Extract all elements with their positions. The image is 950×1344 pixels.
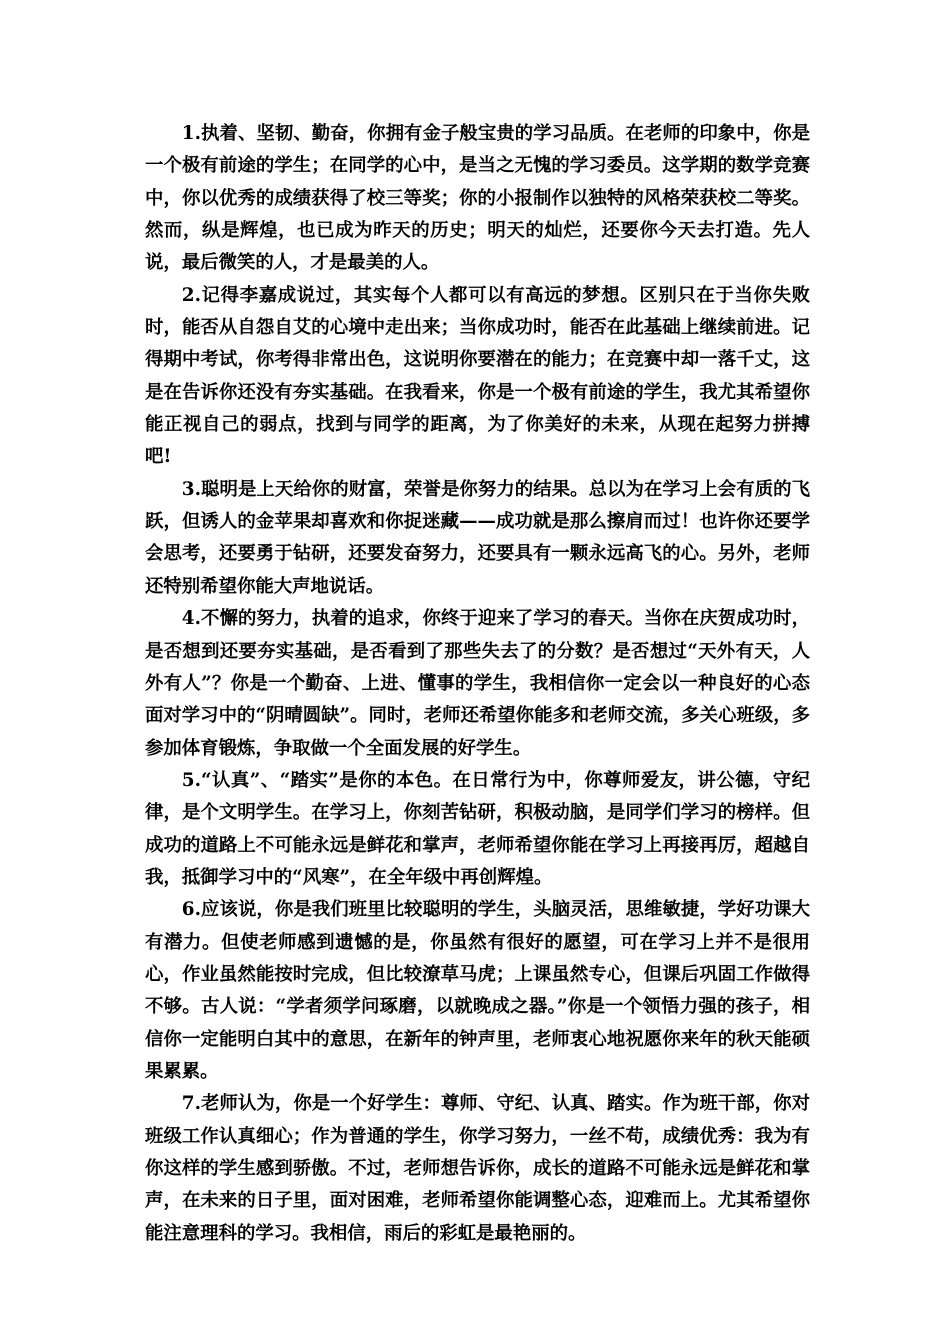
comment-paragraph-3: 3.聪明是上天给你的财富，荣誉是你努力的结果。总以为在学习上会有质的飞跃，但诱人的金苹果却喜欢和你捉迷藏——成功就是那么擦肩而过！也许你还要学会思考，还要勇于钻研，还要发奋努力，还要具有一颗永远高飞的心。另外，老师还特别希望你能大声地说话。 — [145, 478, 810, 597]
comment-paragraph-7: 7.老师认为，你是一个好学生：尊师、守纪、认真、踏实。作为班干部，你对班级工作认真细心；作为普通的学生，你学习努力，一丝不苟，成绩优秀：我为有你这样的学生感到骄傲。不过，老师想告诉你，成长的道路不可能永远是鲜花和掌声，在未来的日子里，面对困难，老师希望你能调整心态，迎难而上。尤其希望你能注意理科的学习。我相信，雨后的彩虹是最艳丽的。 — [145, 1093, 810, 1244]
comment-paragraph-2: 2.记得李嘉成说过，其实每个人都可以有高远的梦想。区别只在于当你失败时，能否从自怨自艾的心境中走出来；当你成功时，能否在此基础上继续前进。记得期中考试，你考得非常出色，这说明你要潜在的能力；在竞赛中却一落千丈，这是在告诉你还没有夯实基础。在我看来，你是一个极有前途的学生，我尤其希望你能正视自己的弱点，找到与同学的距离，为了你美好的未来，从现在起努力拼搏吧! — [145, 284, 810, 468]
comment-paragraph-6: 6.应该说，你是我们班里比较聪明的学生，头脑灵活，思维敏捷，学好功课大有潜力。但使老师感到遗憾的是，你虽然有很好的愿望，可在学习上并不是很用心，作业虽然能按时完成，但比较潦草马虎；上课虽然专心，但课后巩固工作做得不够。古人说：“学者须学问琢磨，以就晚成之器。”你是一个领悟力强的孩子，相信你一定能明白其中的意思，在新年的钟声里，老师衷心地祝愿你来年的秋天能硕果累累。 — [145, 899, 810, 1082]
document-body — [145, 118, 810, 1250]
comment-paragraph-1: 1.执着、坚韧、勤奋，你拥有金子般宝贵的学习品质。在老师的印象中，你是一个极有前途的学生；在同学的心中，是当之无愧的学习委员。这学期的数学竞赛中，你以优秀的成绩获得了校三等奖；你的小报制作以独特的风格荣获校二等奖。然而，纵是辉煌，也已成为昨天的历史；明天的灿烂，还要你今天去打造。先人说，最后微笑的人，才是最美的人。 — [145, 123, 810, 274]
comment-paragraph-5: 5.“认真”、“踏实”是你的本色。在日常行为中，你尊师爱友，讲公德，守纪律，是个文明学生。在学习上，你刻苦钻研，积极动脑，是同学们学习的榜样。但成功的道路上不可能永远是鲜花和掌声，老师希望你能在学习上再接再厉，超越自我，抵御学习中的“风寒”，在全年级中再创辉煌。 — [145, 769, 810, 888]
comment-paragraph-4: 4.不懈的努力，执着的追求，你终于迎来了学习的春天。当你在庆贺成功时，是否想到还要夯实基础，是否看到了那些失去了的分数？是否想过“天外有天，人外有人”？你是一个勤奋、上进、懂事的学生，我相信你一定会以一种良好的心态面对学习中的“阴晴圆缺”。同时，老师还希望你能多和老师交流，多关心班级，多参加体育锻炼，争取做一个全面发展的好学生。 — [145, 608, 810, 759]
